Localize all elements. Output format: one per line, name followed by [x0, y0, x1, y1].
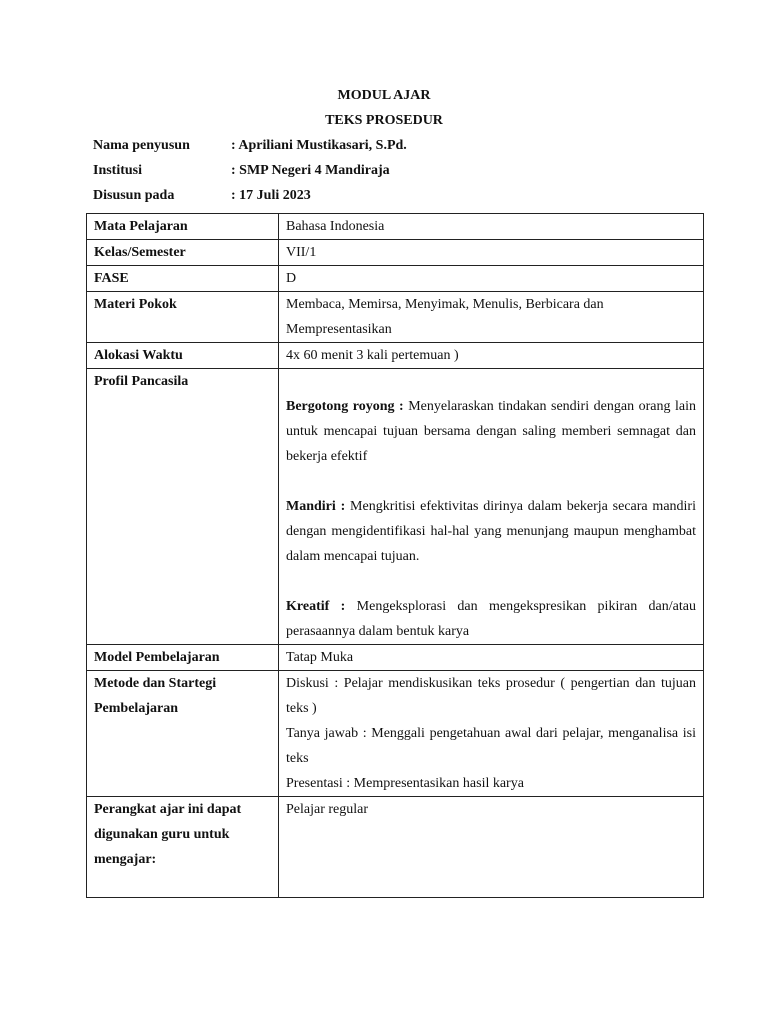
- institution-label: Institusi: [93, 163, 143, 178]
- date-value: : 17 Juli 2023: [231, 188, 311, 203]
- table-row: [87, 369, 704, 645]
- time-value: 4x 60 menit 3 kali pertemuan ): [279, 343, 704, 369]
- method-line: Diskusi : Pelajar mendiskusikan teks prosedur ( pengertian dan tujuan teks ): [286, 676, 696, 716]
- class-value: VII/1: [279, 240, 704, 266]
- time-label: Alokasi Waktu: [87, 343, 279, 369]
- profile-desc: Mengeksplorasi dan mengekspresikan pikiran dan/atau perasaannya dalam bentuk karya: [286, 599, 696, 639]
- module-subtitle: TEKS PROSEDUR: [325, 113, 443, 128]
- class-label: Kelas/Semester: [87, 240, 279, 266]
- model-value: Tatap Muka: [279, 645, 704, 671]
- device-value: Pelajar regular: [279, 797, 704, 898]
- author-value: : Apriliani Mustikasari, S.Pd.: [231, 138, 407, 153]
- subject-value: Bahasa Indonesia: [279, 214, 704, 240]
- profile-label: Profil Pancasila: [87, 369, 279, 645]
- date-row: [93, 188, 311, 204]
- model-label: Model Pembelajaran: [87, 645, 279, 671]
- device-label: Perangkat ajar ini dapat digunakan guru untuk mengajar:: [87, 797, 279, 898]
- subject-label: Mata Pelajaran: [87, 214, 279, 240]
- profile-desc: Mengkritisi efektivitas dirinya dalam bekerja secara mandiri dengan mengidentifikasi hal-hal yang menunjang maupun menghambat dalam mencapai tujuan.: [286, 499, 696, 564]
- author-row: [93, 138, 407, 154]
- profile-desc: Menyelaraskan tindakan sendiri dengan orang lain untuk mencapai tujuan bersama dengan saling memberi semnagat dan bekerja efektif: [286, 399, 696, 464]
- date-label: Disusun pada: [93, 188, 175, 203]
- profile-value: [279, 369, 704, 645]
- table-row: [87, 214, 704, 240]
- profile-item: [286, 494, 696, 569]
- profile-item: [286, 594, 696, 644]
- phase-label: FASE: [87, 266, 279, 292]
- table-row: [87, 797, 704, 898]
- profile-term: Bergotong royong :: [286, 399, 404, 414]
- method-value: [279, 671, 704, 797]
- material-value: Membaca, Memirsa, Menyimak, Menulis, Berbicara dan Mempresentasikan: [279, 292, 704, 343]
- institution-value: : SMP Negeri 4 Mandiraja: [231, 163, 390, 178]
- profile-term: Kreatif :: [286, 599, 346, 614]
- table-row: [87, 240, 704, 266]
- module-title: MODUL AJAR: [337, 88, 431, 103]
- method-line: Tanya jawab : Menggali pengetahuan awal dari pelajar, menganalisa isi teks: [286, 726, 696, 766]
- table-row: [87, 343, 704, 369]
- institution-row: [93, 163, 390, 179]
- module-info-table: [86, 213, 704, 898]
- phase-value: D: [279, 266, 704, 292]
- method-line: Presentasi : Mempresentasikan hasil karya: [286, 776, 524, 791]
- author-label: Nama penyusun: [93, 138, 190, 153]
- table-row: [87, 671, 704, 797]
- table-row: [87, 292, 704, 343]
- profile-term: Mandiri :: [286, 499, 346, 514]
- table-row: [87, 645, 704, 671]
- table-row: [87, 266, 704, 292]
- profile-item: [286, 394, 696, 469]
- method-label: Metode dan Startegi Pembelajaran: [87, 671, 279, 797]
- material-label: Materi Pokok: [87, 292, 279, 343]
